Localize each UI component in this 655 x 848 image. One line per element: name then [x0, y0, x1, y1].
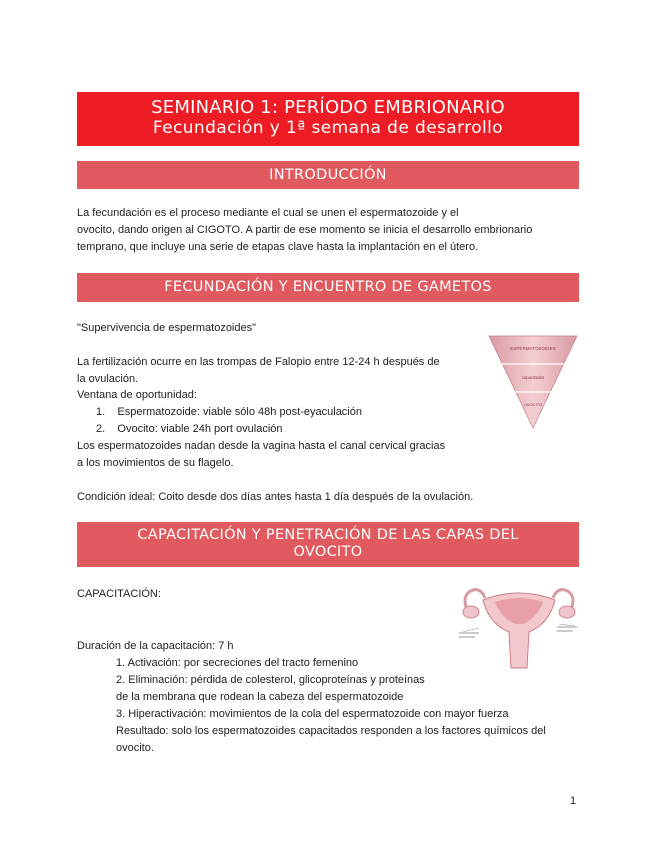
fertilization-line-2: la ovulación. [77, 373, 139, 385]
swim-line-1: Los espermatozoides nadan desde la vagina hasta el canal cervical gracias [77, 440, 446, 452]
result-line: ovocito. [116, 742, 154, 754]
page-number: 1 [570, 795, 577, 807]
section-heading-line: OVOCITO [293, 544, 363, 560]
pyramid-label-top: ESPERMATOZOIDES [510, 346, 556, 351]
pyramid-label-middle: capacitados [521, 375, 545, 380]
quote-text: "Supervivencia de espermatozoides" [77, 322, 257, 334]
list-item: 1. Espermatozoide: viable sólo 48h post-eyaculación [96, 406, 362, 418]
uterus-illustration [459, 580, 579, 670]
ideal-condition: Condición ideal: Coito desde dos días antes hasta 1 día después de la ovulación. [77, 491, 474, 503]
title-banner [77, 92, 579, 146]
label-placeholder [459, 636, 475, 638]
section-heading-capacitacion [77, 522, 579, 567]
intro-line-1: La fecundación es el proceso mediante el cual se unen el espermatozoide y el [77, 207, 459, 219]
section-heading-line: CAPACITACIÓN Y PENETRACIÓN DE LAS CAPAS DEL [137, 527, 519, 543]
label-placeholder [459, 632, 479, 634]
section-heading-fecundacion: FECUNDACIÓN Y ENCUENTRO DE GAMETOS [77, 273, 579, 302]
document-title: SEMINARIO 1: PERÍODO EMBRIONARIO [151, 97, 505, 118]
sperm-survival-pyramid [487, 334, 579, 430]
list-item: 2. Ovocito: viable 24h port ovulación [96, 423, 283, 435]
document-subtitle: Fecundación y 1ª semana de desarrollo [152, 118, 504, 138]
ovary-right [559, 606, 575, 618]
label-placeholder [557, 626, 577, 628]
fertilization-line-1: La fertilización ocurre en las trompas de Falopio entre 12-24 h después de [77, 356, 440, 368]
intro-line-3: temprano, que incluye una serie de etapas clave hasta la implantación en el útero. [77, 241, 479, 253]
intro-line-2: ovocito, dando origen al CIGOTO. A partir de ese momento se inicia el desarrollo embrionario [77, 224, 533, 236]
step-line: 1. Activación: por secreciones del tracto femenino [116, 657, 359, 669]
window-label: Ventana de oportunidad: [77, 389, 197, 401]
step-line: de la membrana que rodean la cabeza del espermatozoide [116, 691, 404, 703]
capacitacion-label: CAPACITACIÓN: [77, 588, 161, 600]
result-line: Resultado: solo los espermatozoides capacitados responden a los factores químicos del [116, 725, 546, 737]
section-heading-introduccion: INTRODUCCIÓN [77, 161, 579, 189]
capacitacion-duration: Duración de la capacitación: 7 h [77, 640, 234, 652]
label-placeholder [557, 630, 573, 632]
step-line: 2. Eliminación: pérdida de colesterol, glicoproteínas y proteínas [116, 674, 425, 686]
step-line: 3. Hiperactivación: movimientos de la cola del espermatozoide con mayor fuerza [116, 708, 509, 720]
ovary-left [463, 606, 479, 618]
label-pointer [559, 624, 575, 626]
pyramid-label-bottom: OVOCITO [523, 402, 543, 407]
swim-line-2: a los movimientos de su flagelo. [77, 457, 234, 469]
label-pointer [463, 628, 479, 632]
